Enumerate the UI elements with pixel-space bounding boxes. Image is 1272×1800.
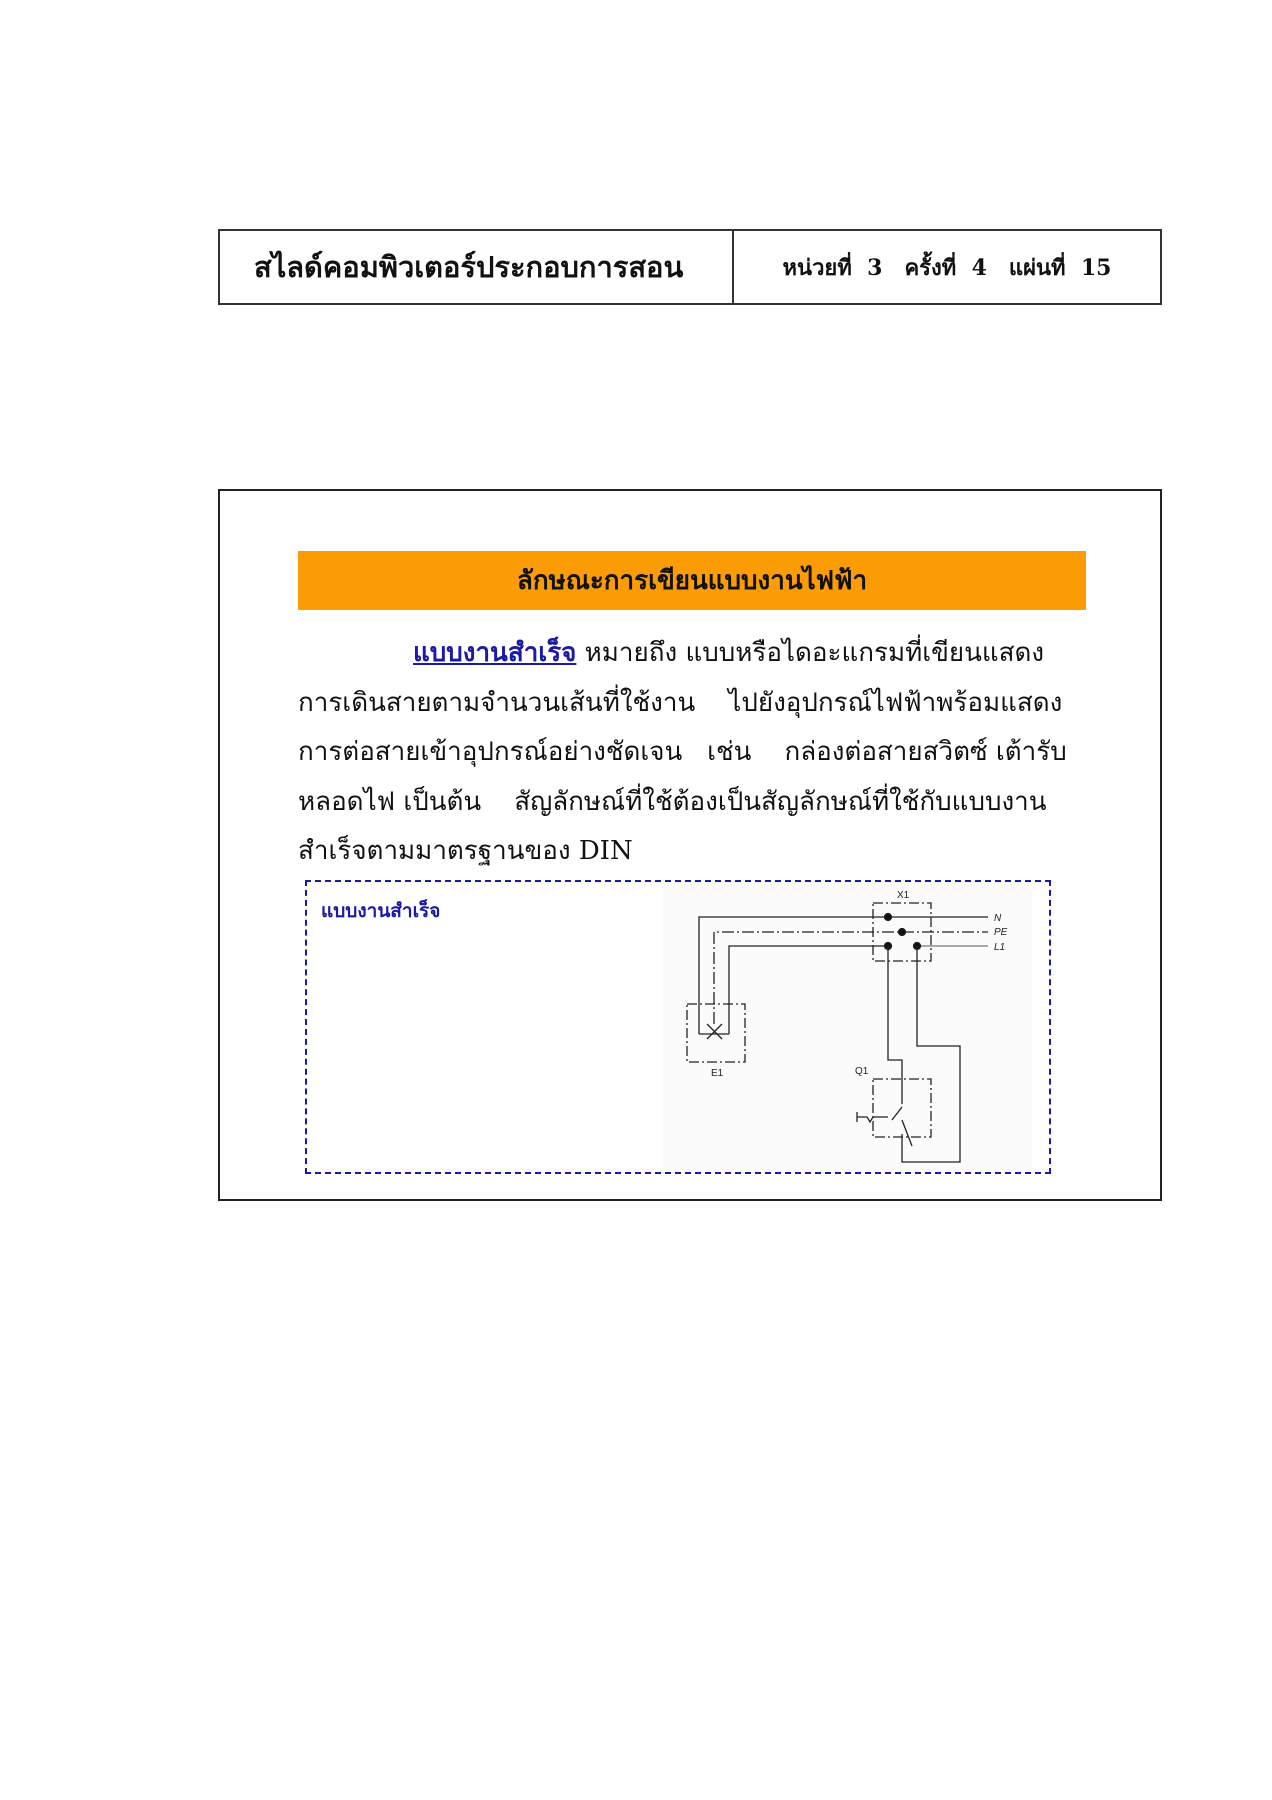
svg-text:L1: L1 (994, 942, 1006, 953)
document-title: สไลด์คอมพิวเตอร์ประกอบการสอน (220, 231, 734, 303)
unit-number: 3 (867, 254, 883, 281)
header-table (218, 229, 1162, 305)
session-label: ครั้งที่ (904, 254, 957, 281)
svg-text:PE: PE (994, 927, 1008, 938)
page-info (734, 231, 1160, 303)
slide-frame (218, 489, 1162, 1201)
slide-heading: ลักษณะการเขียนแบบงานไฟฟ้า (298, 551, 1086, 610)
paragraph-line: หมายถึง แบบหรือไดอะแกรมที่เขียนแสดง (576, 638, 1045, 668)
session-number: 4 (971, 254, 987, 281)
paragraph-line: สำเร็จตามมาตรฐานของ DIN (298, 836, 633, 866)
sheet-label: แผ่นที่ (1008, 254, 1066, 281)
wiring-figure (305, 880, 1051, 1174)
label-x1: X1 (897, 890, 910, 901)
svg-text:E1: E1 (711, 1068, 724, 1079)
figure-caption: แบบงานสำเร็จ (321, 900, 441, 922)
paragraph-line: การต่อสายเข้าอุปกรณ์อย่างชัดเจน เช่น กล่องต่อสายสวิตซ์ เต้ารับ (298, 737, 1067, 767)
paragraph-line: การเดินสายตามจำนวนเส้นที่ใช้งาน ไปยังอุปกรณ์ไฟฟ้าพร้อมแสดง (298, 687, 1063, 718)
term-link[interactable]: แบบงานสำเร็จ (413, 638, 577, 668)
wiring-diagram (662, 884, 1032, 1168)
svg-text:Q1: Q1 (855, 1066, 869, 1077)
svg-text:N: N (994, 913, 1002, 924)
sheet-number: 15 (1080, 254, 1112, 281)
unit-label: หน่วยที่ (782, 254, 852, 281)
paragraph-line: หลอดไฟ เป็นต้น สัญลักษณ์ที่ใช้ต้องเป็นสัญลักษณ์ที่ใช้กับแบบงาน (298, 786, 1047, 817)
slide-paragraph (298, 629, 1088, 877)
